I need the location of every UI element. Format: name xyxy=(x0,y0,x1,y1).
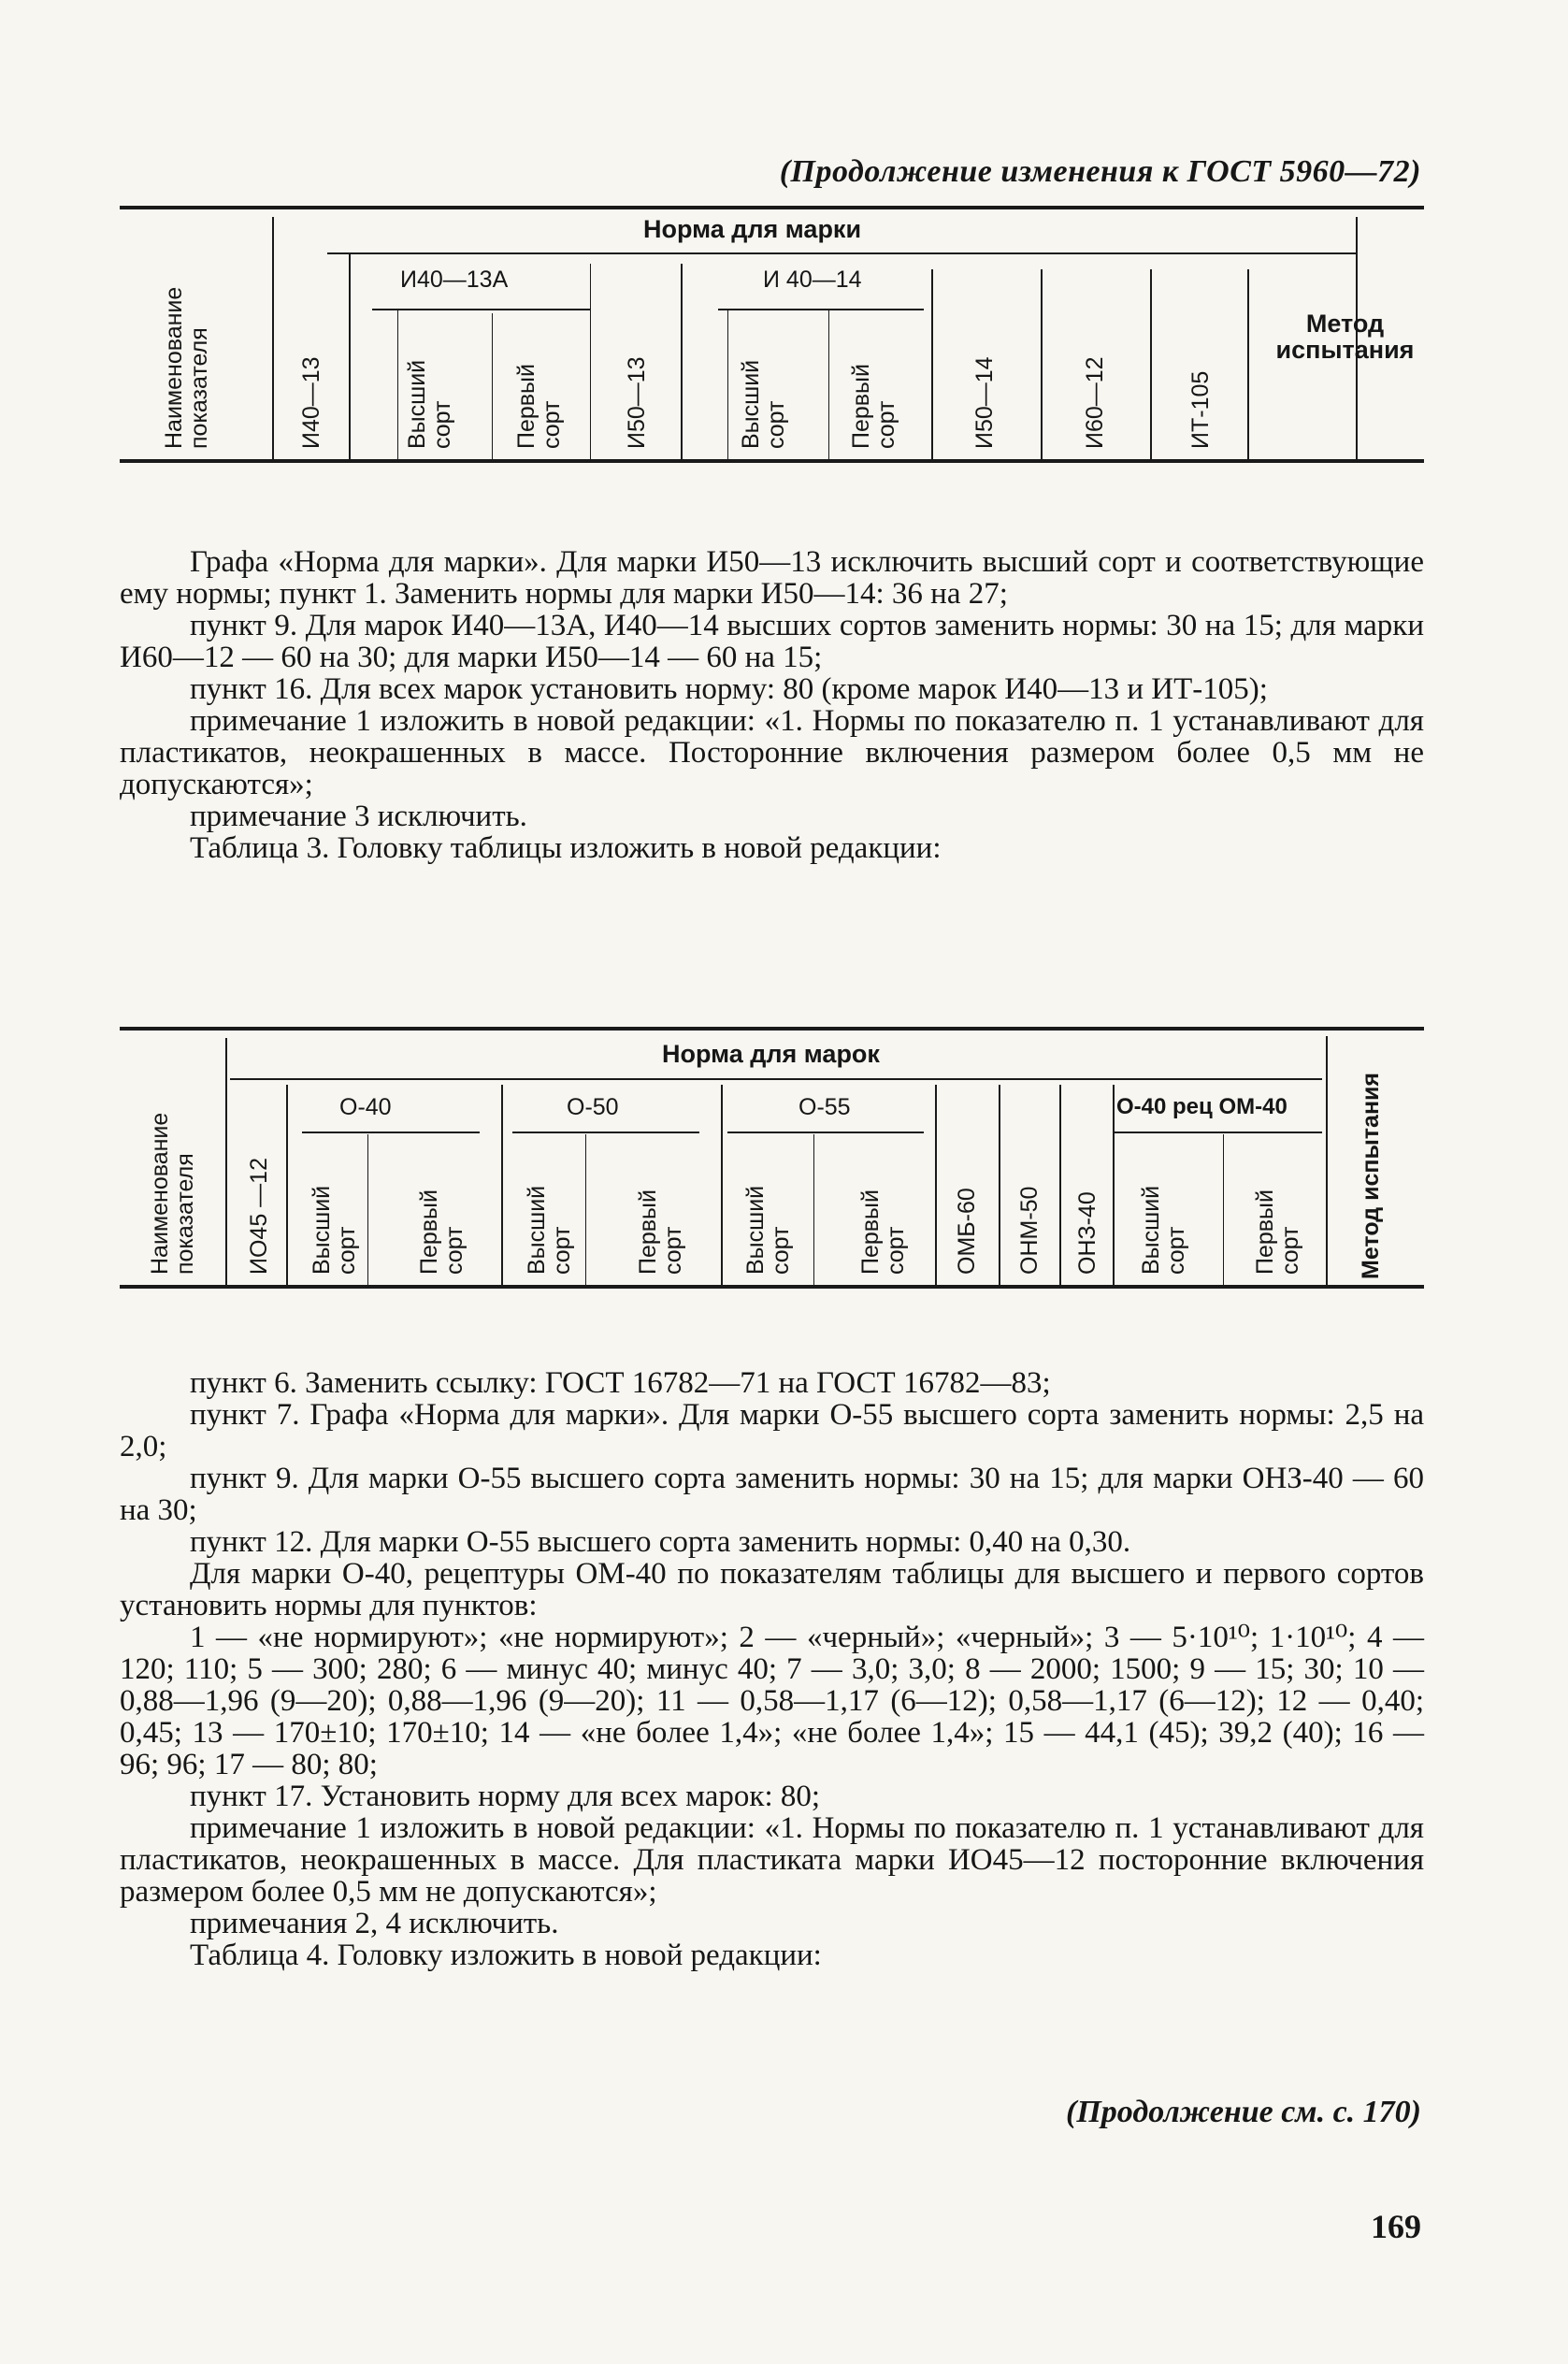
paragraph: примечание 1 изложить в новой редакции: «1. Нормы по показателю п. 1 устанавливают для пластикатов, неокрашенных в массе. Посторонние включения размером более 0,5 мм не допускаются»; xyxy=(120,704,1424,801)
paragraph: примечания 2, 4 исключить. xyxy=(190,1907,559,1940)
table2-indicator-header: Наименование показателя xyxy=(147,1112,198,1275)
table1-group-i40-14: И 40—14 xyxy=(763,267,862,293)
table2-rec-higher: Высший сорт xyxy=(1138,1185,1189,1275)
paragraph: пункт 16. Для всех марок установить норму: 80 (кроме марок И40—13 и ИТ-105); xyxy=(190,672,1268,706)
paragraph: Таблица 3. Головку таблицы изложить в новой редакции: xyxy=(190,831,942,865)
paragraph: Графа «Норма для марки». Для марки И50—13 исключить высший сорт и соответствующие ему нормы; пункт 1. Заменить нормы для марки И50—14: 36 на 27; xyxy=(120,545,1424,611)
table2-norm-header: Норма для марок xyxy=(662,1040,880,1068)
table2-col-io45-12: ИО45 —12 xyxy=(246,1158,272,1275)
table1-col-first-1: Первый сорт xyxy=(513,364,565,449)
table1-col-it105: ИТ-105 xyxy=(1187,370,1214,449)
table2-o55-higher: Высший сорт xyxy=(742,1185,794,1275)
paragraph: пункт 17. Установить норму для всех марок: 80; xyxy=(190,1780,821,1813)
paragraph: 1 — «не нормируют»; «не нормируют»; 2 — «черный»; «черный»; 3 — 5·10¹⁰; 1·10¹⁰; 4 — 120; 110; 5 — 300; 280; 6 — минус 40; минус 40; 7 — 3,0; 3,0; 8 — 2000; 1500; 9 — 15; 30; 10 — 0,88—1,96 (9—20); 0,88—1,96 (9—20); 11 — 0,58—1,17 (6—12); 0,58—1,17 (6—12); 12 — 0,40; 0,45; 13 — 170±10; 170±10; 14 — «не более 1,4»; «не более 1,4»; 15 — 44,1 (45); 39,2 (40); 16 — 96; 96; 17 — 80; 80; xyxy=(120,1621,1424,1781)
paragraph: Для марки О-40, рецептуры ОМ-40 по показателям таблицы для высшего и первого сортов установить нормы для пунктов: xyxy=(120,1557,1424,1622)
table2-rec-first: Первый сорт xyxy=(1252,1189,1303,1275)
amendment-block-1 xyxy=(120,546,1424,864)
page-header: (Продолжение изменения к ГОСТ 5960—72) xyxy=(779,154,1421,189)
table1-col-first-2: Первый сорт xyxy=(848,364,899,449)
table1-col-i50-13: И50—13 xyxy=(624,356,650,449)
table2-group-o55: О-55 xyxy=(798,1094,851,1120)
table2-group-o50: О-50 xyxy=(567,1094,619,1120)
table1-col-higher-2: Высший сорт xyxy=(738,359,789,449)
continuation-note: (Продолжение см. с. 170) xyxy=(1066,2095,1421,2129)
paragraph: Таблица 4. Головку изложить в новой редакции: xyxy=(190,1939,822,1972)
table2-group-o40-rec: О-40 рец ОМ-40 xyxy=(1116,1094,1287,1119)
table1-col-higher-1: Высший сорт xyxy=(404,359,455,449)
table2-o40-higher: Высший сорт xyxy=(309,1185,360,1275)
table1-col-i50-14: И50—14 xyxy=(971,356,998,449)
paragraph: примечание 1 изложить в новой редакции: «1. Нормы по показателю п. 1 устанавливают для пластикатов, неокрашенных в массе. Для пластиката марки ИО45—12 посторонние включения размером более 0,5 мм не допускаются»; xyxy=(120,1811,1424,1909)
table2-col-onz40: ОНЗ-40 xyxy=(1074,1191,1100,1275)
table2-o50-first: Первый сорт xyxy=(635,1189,686,1275)
table2-o55-first: Первый сорт xyxy=(857,1189,909,1275)
paragraph: пункт 7. Графа «Норма для марки». Для марки О-55 высшего сорта заменить нормы: 2,5 на 2,0; xyxy=(120,1398,1424,1463)
table1-col-i60-12: И60—12 xyxy=(1082,356,1108,449)
amendment-block-2 xyxy=(120,1367,1424,1971)
table2-method-header: Метод испытания xyxy=(1358,1073,1384,1279)
table1-group-i40-13a: И40—13А xyxy=(400,267,509,293)
table-1-header xyxy=(120,206,1424,463)
table2-col-onm50: ОНМ-50 xyxy=(1016,1186,1043,1275)
table-3-header xyxy=(120,1027,1424,1289)
paragraph: пункт 6. Заменить ссылку: ГОСТ 16782—71 на ГОСТ 16782—83; xyxy=(190,1366,1051,1400)
table1-col-i40-13: И40—13 xyxy=(298,356,324,449)
table1-norm-header: Норма для марки xyxy=(643,215,862,243)
paragraph: пункт 9. Для марки О-55 высшего сорта заменить нормы: 30 на 15; для марки ОНЗ-40 — 60 на 30; xyxy=(120,1462,1424,1527)
table2-o40-first: Первый сорт xyxy=(416,1189,468,1275)
page-number: 169 xyxy=(1371,2208,1421,2245)
table2-o50-higher: Высший сорт xyxy=(524,1185,575,1275)
table1-method-header: Метод испытания xyxy=(1275,310,1415,364)
paragraph: примечание 3 исключить. xyxy=(190,800,527,833)
paragraph: пункт 9. Для марок И40—13А, И40—14 высших сортов заменить нормы: 30 на 15; для марки И60—12 — 60 на 30; для марки И50—14 — 60 на 15; xyxy=(120,609,1424,674)
paragraph: пункт 12. Для марки О-55 высшего сорта заменить нормы: 0,40 на 0,30. xyxy=(190,1525,1131,1559)
table2-group-o40: О-40 xyxy=(339,1094,392,1120)
table1-indicator-header: Наименование показателя xyxy=(161,286,212,449)
table2-col-omb60: ОМБ-60 xyxy=(954,1188,980,1275)
